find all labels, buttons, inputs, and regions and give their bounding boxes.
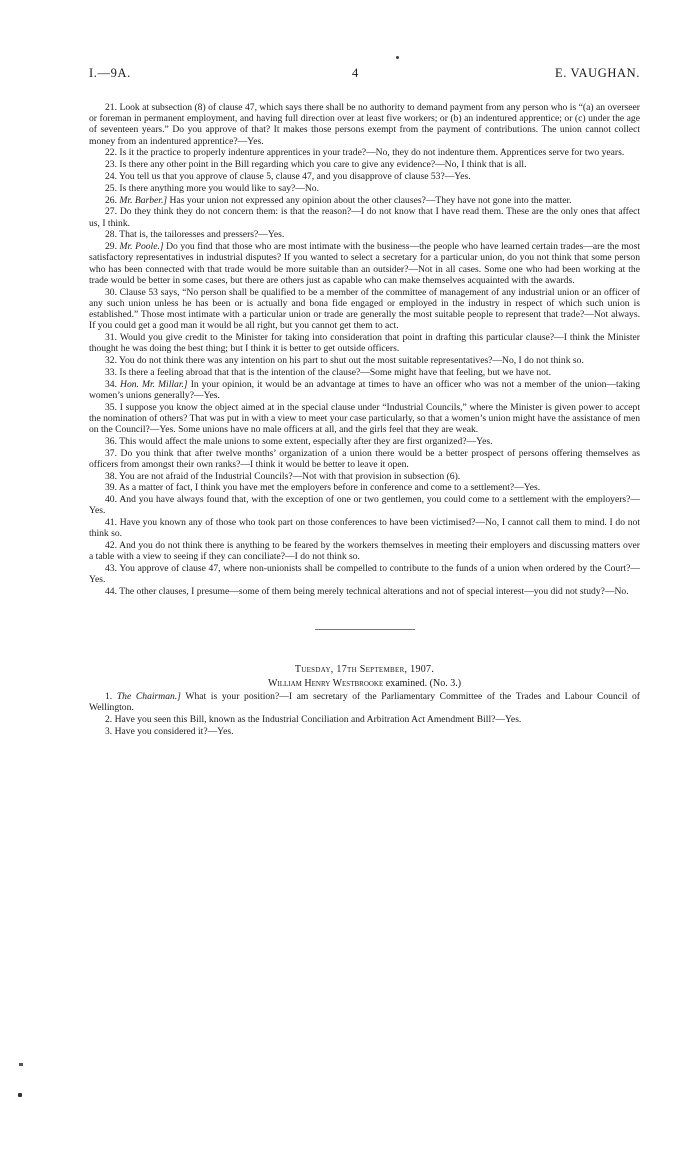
question-text: This would affect the male unions to some extent, especially after they are first organized?—Yes.: [119, 435, 493, 447]
question-paragraph: [89, 494, 640, 516]
speaker-name: Mr. Barber.]: [119, 194, 168, 206]
question-text: Would you give credit to the Minister for taking into consideration that point in drafting this particular clause?—I think the Minister thought he was doing the best thing; but I think it is better to get outside officers.: [89, 332, 640, 355]
question-paragraph: [89, 482, 640, 493]
question-number: 25.: [105, 182, 117, 194]
question-paragraph: [89, 287, 640, 332]
question-text: Is there anything more you would like to say?—No.: [119, 182, 319, 194]
question-number: 21.: [105, 102, 117, 113]
question-text: And you have always found that, with the exception of one or two gentlemen, you could come to a settlement with the employers?—Yes.: [89, 494, 640, 517]
question-text: Have you seen this Bill, known as the Industrial Conciliation and Arbitration Act Amendment Bill?—Yes.: [114, 713, 522, 725]
print-speck: [18, 1093, 22, 1097]
testimony-section-1: [89, 102, 640, 597]
question-paragraph: [89, 402, 640, 436]
question-text: Look at subsection (8) of clause 47, which says there shall be no authority to demand payment from any person who is “(a) an overseer or foreman in permanent employment, and having full direction over at least five workers; or (b) an indentured apprentice; or (c) under the age of seventeen years.” Do you approve of that? It makes those persons exempt from the payment of contributions. The union cannot collect money from an indentured apprentice?—Yes.: [89, 102, 640, 147]
page-number: 4: [352, 66, 359, 80]
question-number: 28.: [105, 229, 117, 241]
question-number: 36.: [105, 435, 117, 447]
question-number: 37.: [105, 447, 117, 459]
question-paragraph: [89, 540, 640, 562]
question-text: You tell us that you approve of clause 5, clause 47, and you disapprove of clause 53?—Yes.: [119, 171, 471, 182]
speaker-name: Hon. Mr. Millar.]: [120, 378, 188, 390]
question-text: You are not afraid of the Industrial Councils?—Not with that provision in subsection (6).: [119, 470, 461, 482]
question-paragraph: [89, 726, 640, 737]
question-number: 33.: [105, 366, 117, 378]
question-paragraph: [89, 691, 640, 713]
print-speck: [19, 1063, 23, 1066]
question-number: 42.: [105, 540, 117, 552]
question-number: 38.: [105, 470, 117, 482]
question-number: 30.: [105, 286, 117, 298]
question-text: You approve of clause 47, where non-unionists shall be compelled to contribute to the funds of a union when ordered by the Court?—Yes.: [89, 563, 640, 586]
question-text: You do not think there was any intention on his part to shut out the most suitable representatives?—No, I do not think so.: [119, 355, 584, 366]
document-body: [89, 102, 640, 737]
print-speck: [396, 56, 399, 59]
question-paragraph: [89, 379, 640, 401]
speaker-name: The Chairman.]: [116, 690, 181, 702]
question-text: And you do not think there is anything to be feared by the workers themselves in meeting their employers and discussing matters over a table with a view to seeing if they can conciliate?—I do not think so.: [89, 540, 640, 563]
question-paragraph: [89, 332, 640, 354]
question-paragraph: [89, 241, 640, 286]
question-paragraph: [89, 147, 640, 158]
document-code: I.—9A.: [89, 66, 131, 80]
question-number: 2.: [105, 713, 113, 725]
question-number: 35.: [105, 401, 117, 413]
question-number: 41.: [105, 517, 117, 529]
question-paragraph: [89, 436, 640, 447]
question-text: Is it the practice to properly indenture apprentices in your trade?—No, they do not indenture them. Apprentices serve for two years.: [119, 147, 625, 159]
question-number: 27.: [105, 206, 117, 218]
question-text: Is there a feeling abroad that that is the intention of the clause?—Some might have that feeling, but we have not.: [119, 366, 551, 378]
question-text: Do you find that those who are most intimate with the business—the people who have learned certain trades—are the most satisfactory representatives in industrial disputes? If you wanted to select a secretary for a particular union, do you not think that some person who has been connected with that trade would be more suitable than an outsider?—Not in all cases. Some one who had been working at the trade would be better in some cases, but there are others just as capable who can make themselves acquainted with the awards.: [89, 241, 640, 286]
question-number: 32.: [105, 355, 117, 366]
page-header: [89, 66, 640, 82]
question-paragraph: [89, 102, 640, 147]
question-number: 39.: [105, 482, 117, 494]
witness-name: William Henry Westbrooke: [267, 677, 384, 689]
question-text: Is there any other point in the Bill regarding which you care to give any evidence?—No, I think that is all.: [119, 159, 527, 171]
question-number: 44.: [105, 586, 117, 598]
question-number: 29.: [105, 241, 117, 253]
question-paragraph: [89, 195, 640, 206]
speaker-name: Mr. Poole.]: [119, 241, 164, 253]
question-paragraph: [89, 171, 640, 182]
question-text: Do you think that after twelve months’ organization of a union there would be a better prospect of persons offering themselves as officers from amongst their own ranks?—I think it would be better to leave it open.: [89, 447, 640, 470]
question-text: Have you known any of those who took part on those conferences to have been victimised?—No, I cannot call them to mind. I do not think so.: [89, 517, 640, 540]
question-number: 24.: [105, 171, 117, 182]
question-paragraph: [89, 183, 640, 194]
question-text: Do they think they do not concern them: is that the reason?—I do not know that I have read them. These are the only ones that affect us, I think.: [89, 206, 640, 229]
question-paragraph: [89, 714, 640, 725]
question-text: That is, the tailoresses and pressers?—Yes.: [119, 229, 285, 241]
question-text: The other clauses, I presume—some of them being merely technical alterations and not of special interest—you did not study?—No.: [119, 586, 629, 598]
question-number: 26.: [105, 194, 117, 206]
question-text: Clause 53 says, “No person shall be qualified to be a member of the committee of management of any industrial union or an officer of any such union unless he has been or is actually and bona fide engaged or employed in the industry in respect of which such union is established.” Those most intimate with a particular union or trade are generally the most suitable people to represent that trade?—Not always. If you could get a good man it would be all right, but you cannot get them to act.: [89, 286, 640, 332]
question-paragraph: [89, 448, 640, 470]
question-number: 34.: [105, 378, 117, 390]
section-divider: [315, 629, 415, 630]
question-paragraph: [89, 563, 640, 585]
session-date: Tuesday, 17th September, 1907.: [294, 664, 435, 676]
witness-line: [89, 678, 640, 689]
question-number: 31.: [105, 332, 117, 343]
question-number: 3.: [105, 725, 113, 737]
question-number: 1.: [105, 690, 113, 702]
question-paragraph: [89, 355, 640, 366]
question-text: What is your position?—I am secretary of the Parliamentary Committee of the Trades and Labour Council of Wellington.: [89, 690, 640, 713]
question-paragraph: [89, 517, 640, 539]
question-number: 40.: [105, 494, 117, 506]
question-text: As a matter of fact, I think you have met the employers before in conference and come to a settlement?—Yes.: [118, 482, 541, 494]
testimony-section-2: [89, 691, 640, 737]
question-text: In your opinion, it would be an advantage at times to have an officer who was not a member of the union—taking women’s unions generally?—Yes.: [89, 378, 640, 401]
question-text: Have you considered it?—Yes.: [114, 725, 234, 737]
question-number: 22.: [105, 147, 117, 159]
question-number: 23.: [105, 159, 117, 171]
question-paragraph: [89, 586, 640, 597]
question-text: Has your union not expressed any opinion about the other clauses?—They have not gone into the matter.: [169, 194, 572, 206]
witness-suffix: examined. (No. 3.): [385, 677, 462, 689]
question-paragraph: [89, 159, 640, 170]
question-paragraph: [89, 229, 640, 240]
witness-header: E. VAUGHAN.: [555, 66, 640, 80]
question-paragraph: [89, 367, 640, 378]
question-paragraph: [89, 206, 640, 228]
question-paragraph: [89, 471, 640, 482]
question-number: 43.: [105, 563, 117, 575]
question-text: I suppose you know the object aimed at in the special clause under “Industrial Councils,” where the Minister is given power to accept the nomination of others? That was put in with a view to meet your case particularly, so that a women’s union might have the assistance of men on the Council?—Yes. Some unions have no male officers at all, and the girls feel that they are weak.: [89, 401, 640, 435]
